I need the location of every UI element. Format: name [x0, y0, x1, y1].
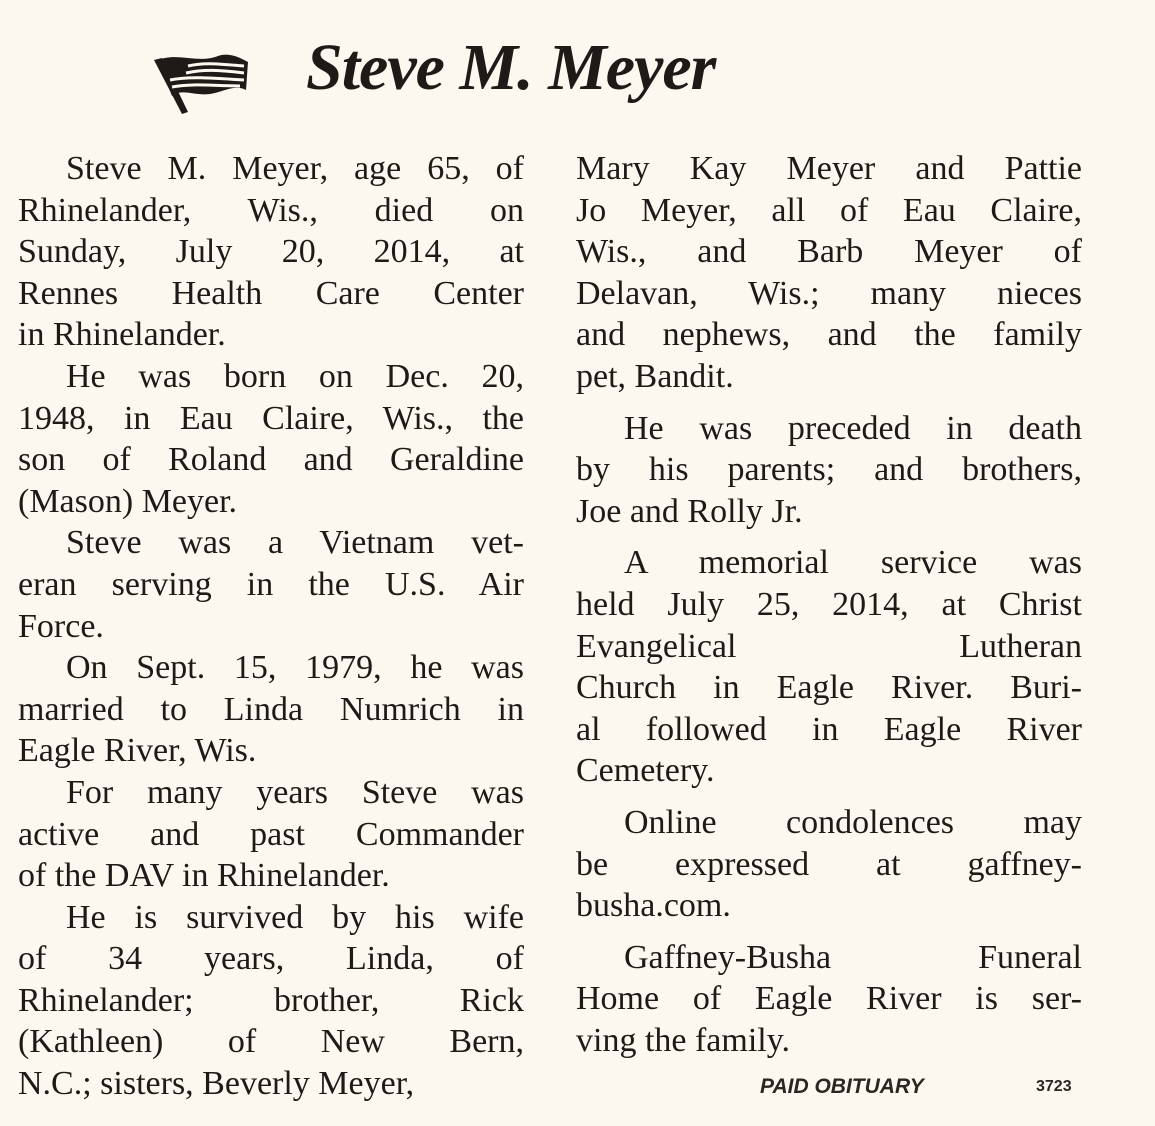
text-line: (Kathleen) of New Bern,	[18, 1023, 524, 1061]
text-line: Steve M. Meyer, age 65, of	[66, 150, 524, 187]
text-line: Rennes Health Care Center	[18, 274, 524, 312]
text-line: be expressed at gaffney-	[576, 845, 1082, 883]
paragraph	[18, 897, 524, 1105]
text-line: Sunday, July 20, 2014, at	[18, 233, 524, 271]
paragraph	[576, 937, 1082, 1062]
text-line: Cemetery.	[576, 752, 715, 790]
paragraph	[576, 802, 1082, 927]
text-line: On Sept. 15, 1979, he was	[66, 649, 524, 687]
text-line: al followed in Eagle River	[576, 710, 1082, 748]
text-line: Delavan, Wis.; many nieces	[576, 274, 1082, 312]
text-line: eran serving in the U.S. Air	[18, 565, 524, 603]
text-line: (Mason) Meyer.	[18, 482, 238, 520]
text-line: son of Roland and Geraldine	[18, 441, 524, 479]
text-column-right	[576, 148, 1082, 1061]
text-line: A memorial service was	[624, 544, 1082, 582]
text-line: Joe and Rolly Jr.	[576, 492, 803, 530]
text-line: pet, Bandit.	[576, 357, 734, 395]
text-line: of the DAV in Rhinelander.	[18, 857, 390, 895]
paragraph	[18, 522, 524, 647]
text-line: Eagle River, Wis.	[18, 732, 257, 770]
text-line: Gaffney-Busha Funeral	[624, 938, 1082, 976]
american-flag-icon	[148, 50, 252, 116]
text-line: He was born on Dec. 20,	[66, 357, 524, 395]
obituary-title: Steve M. Meyer	[306, 31, 716, 104]
paragraph	[18, 772, 524, 897]
text-line: Steve was a Vietnam vet-	[66, 524, 524, 562]
paragraph	[18, 647, 524, 772]
paragraph	[18, 356, 524, 522]
text-line: He was preceded in death	[624, 409, 1082, 447]
text-line: Force.	[18, 607, 104, 645]
text-line: For many years Steve was	[66, 773, 524, 811]
ad-number: 3723	[1036, 1078, 1072, 1095]
text-line: in Rhinelander.	[18, 316, 226, 354]
text-line: active and past Commander	[18, 815, 524, 853]
text-line: Evangelical Lutheran	[576, 627, 1082, 665]
text-line: Home of Eagle River is ser-	[576, 980, 1082, 1018]
paid-obituary-label: PAID OBITUARY	[760, 1075, 924, 1098]
text-line: Mary Kay Meyer and Pattie	[576, 150, 1082, 187]
text-column-left	[18, 148, 524, 1105]
text-line: Rhinelander; brother, Rick	[18, 981, 524, 1019]
text-line: married to Linda Numrich in	[18, 690, 524, 728]
text-line: Jo Meyer, all of Eau Claire,	[576, 191, 1082, 229]
text-line: and nephews, and the family	[576, 316, 1082, 354]
text-line: N.C.; sisters, Beverly Meyer,	[18, 1065, 415, 1103]
text-line: of 34 years, Linda, of	[18, 940, 524, 978]
text-line: Rhinelander, Wis., died on	[18, 191, 524, 229]
text-line: Online condolences may	[624, 803, 1082, 841]
paragraph	[576, 148, 1082, 398]
text-line: 1948, in Eau Claire, Wis., the	[18, 399, 524, 437]
text-line: busha.com.	[576, 887, 731, 925]
paragraph	[18, 148, 524, 356]
text-line: held July 25, 2014, at Christ	[576, 585, 1082, 623]
text-line: Church in Eagle River. Buri-	[576, 669, 1082, 707]
text-line: Wis., and Barb Meyer of	[576, 233, 1082, 271]
text-line: ving the family.	[576, 1021, 791, 1059]
text-line: He is survived by his wife	[66, 898, 524, 936]
text-line: by his parents; and brothers,	[576, 451, 1082, 489]
paragraph	[576, 408, 1082, 533]
paragraph	[576, 542, 1082, 792]
